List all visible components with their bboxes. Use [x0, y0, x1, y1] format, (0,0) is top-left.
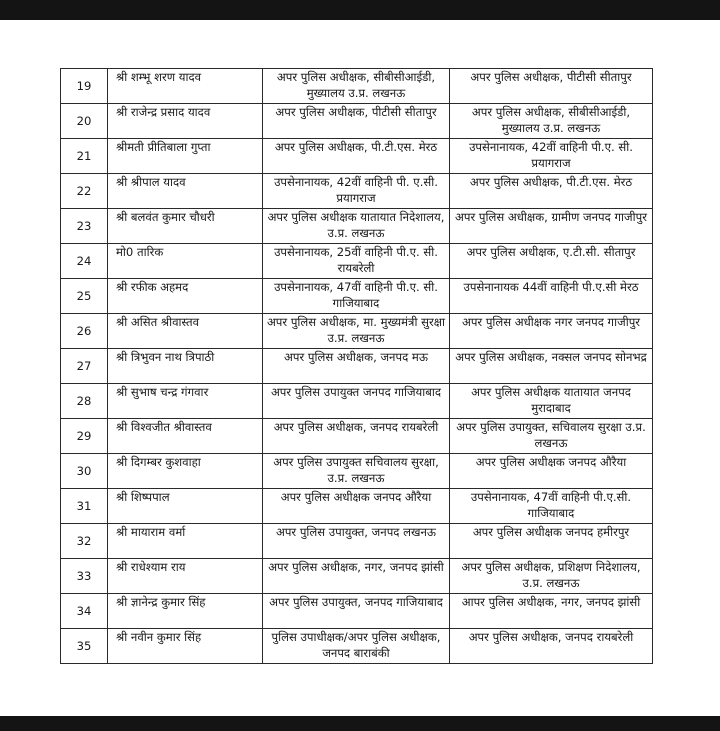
table-row	[61, 594, 653, 629]
current-posting-cell	[263, 104, 450, 139]
table-row	[61, 629, 653, 664]
transfer-list-body	[61, 69, 653, 664]
serial-number-cell	[61, 559, 108, 594]
current-posting-cell	[263, 419, 450, 454]
officer-name-text: श्री रफीक अहमद	[116, 280, 189, 294]
officer-name-cell	[108, 139, 263, 174]
current-posting-cell	[263, 489, 450, 524]
serial-number-cell	[61, 104, 108, 139]
new-posting-text: उपसेनानायक, 47वीं वाहिनी पी.ए.सी. गाजियाबाद	[470, 490, 632, 520]
officer-name-text: श्री श्रीपाल यादव	[116, 175, 186, 189]
serial-number-text: 22	[76, 184, 92, 198]
officer-name-text: श्री बलवंत कुमार चौधरी	[116, 210, 215, 224]
new-posting-text: अपर पुलिस अधीक्षक, ग्रामीण जनपद गाजीपुर	[455, 210, 647, 224]
officer-name-cell	[108, 594, 263, 629]
new-posting-text: अपर पुलिस उपायुक्त, सचिवालय सुरक्षा उ.प्र. लखनऊ	[456, 420, 646, 450]
serial-number-text: 25	[76, 289, 92, 303]
current-posting-cell	[263, 384, 450, 419]
current-posting-text: अपर पुलिस अधीक्षक, पीटीसी सीतापुर	[275, 105, 437, 119]
current-posting-cell	[263, 209, 450, 244]
new-posting-cell	[450, 454, 653, 489]
serial-number-text: 33	[76, 569, 92, 583]
new-posting-cell	[450, 279, 653, 314]
current-posting-text: उपसेनानायक, 42वीं वाहिनी पी. ए.सी. प्रयागराज	[274, 175, 438, 205]
current-posting-text: अपर पुलिस उपायुक्त, जनपद लखनऊ	[275, 525, 437, 539]
serial-number-cell	[61, 279, 108, 314]
table-row	[61, 454, 653, 489]
officer-name-text: श्री असित श्रीवास्तव	[116, 315, 200, 329]
serial-number-text: 26	[76, 324, 92, 338]
current-posting-text: अपर पुलिस अधीक्षक यातायात निदेशालय, उ.प्र. लखनऊ	[267, 210, 445, 240]
officer-name-cell	[108, 314, 263, 349]
serial-number-text: 30	[76, 464, 92, 478]
officer-name-text: मो0 तारिक	[116, 245, 164, 259]
officer-name-text: श्री नवीन कुमार सिंह	[116, 630, 202, 644]
officer-name-cell	[108, 104, 263, 139]
table-row	[61, 174, 653, 209]
officer-name-cell	[108, 524, 263, 559]
officer-name-cell	[108, 489, 263, 524]
serial-number-text: 34	[76, 604, 92, 618]
serial-number-cell	[61, 244, 108, 279]
officer-name-cell	[108, 349, 263, 384]
new-posting-cell	[450, 384, 653, 419]
current-posting-cell	[263, 279, 450, 314]
current-posting-text: अपर पुलिस अधीक्षक, नगर, जनपद झांसी	[268, 560, 444, 574]
top-dark-border	[0, 0, 720, 20]
officer-name-text: श्री त्रिभुवन नाथ त्रिपाठी	[116, 350, 215, 364]
table-row	[61, 314, 653, 349]
current-posting-text: अपर पुलिस अधीक्षक, जनपद मऊ	[284, 350, 428, 364]
current-posting-text: अपर पुलिस अधीक्षक, जनपद रायबरेली	[273, 420, 439, 434]
new-posting-text: अपर पुलिस अधीक्षक, सीबीसीआईडी, मुख्यालय उ.प्र. लखनऊ	[471, 105, 631, 135]
serial-number-cell	[61, 384, 108, 419]
new-posting-cell	[450, 559, 653, 594]
officer-name-text: श्री मायाराम वर्मा	[116, 525, 186, 539]
new-posting-cell	[450, 419, 653, 454]
current-posting-cell	[263, 69, 450, 104]
serial-number-cell	[61, 489, 108, 524]
current-posting-text: अपर पुलिस उपायुक्त सचिवालय सुरक्षा, उ.प्र. लखनऊ	[273, 455, 439, 485]
current-posting-cell	[263, 524, 450, 559]
officer-name-cell	[108, 454, 263, 489]
serial-number-cell	[61, 69, 108, 104]
table-row	[61, 349, 653, 384]
current-posting-cell	[263, 244, 450, 279]
officer-name-text: श्री राधेश्याम राय	[116, 560, 186, 574]
officer-name-text: श्री विश्वजीत श्रीवास्तव	[116, 420, 212, 434]
current-posting-text: अपर पुलिस अधीक्षक, सीबीसीआईडी, मुख्यालय उ.प्र. लखनऊ	[276, 70, 436, 100]
table-row	[61, 69, 653, 104]
current-posting-text: अपर पुलिस अधीक्षक, मा. मुख्यमंत्री सुरक्षा उ.प्र. लखनऊ	[266, 315, 446, 345]
officer-name-text: श्री शम्भू शरण यादव	[116, 70, 202, 84]
new-posting-text: उपसेनानायक, 42वीं वाहिनी पी.ए. सी. प्रयागराज	[469, 140, 633, 170]
serial-number-text: 31	[76, 499, 92, 513]
officer-name-cell	[108, 244, 263, 279]
new-posting-cell	[450, 69, 653, 104]
current-posting-cell	[263, 629, 450, 664]
table-row	[61, 244, 653, 279]
table-row	[61, 104, 653, 139]
serial-number-cell	[61, 419, 108, 454]
officer-name-cell	[108, 559, 263, 594]
current-posting-cell	[263, 454, 450, 489]
serial-number-cell	[61, 314, 108, 349]
serial-number-text: 35	[76, 639, 92, 653]
table-row	[61, 489, 653, 524]
officer-name-text: श्री दिगम्बर कुशवाहा	[116, 455, 201, 469]
serial-number-text: 24	[76, 254, 92, 268]
serial-number-cell	[61, 524, 108, 559]
new-posting-text: अपर पुलिस अधीक्षक, पीटीसी सीतापुर	[470, 70, 632, 84]
current-posting-text: अपर पुलिस उपायुक्त, जनपद गाजियाबाद	[269, 595, 443, 609]
serial-number-text: 23	[76, 219, 92, 233]
serial-number-cell	[61, 174, 108, 209]
table-row	[61, 419, 653, 454]
serial-number-text: 28	[76, 394, 92, 408]
officer-name-text: श्री राजेन्द्र प्रसाद यादव	[116, 105, 211, 119]
new-posting-cell	[450, 174, 653, 209]
new-posting-text: अपर पुलिस अधीक्षक, जनपद रायबरेली	[468, 630, 634, 644]
new-posting-cell	[450, 209, 653, 244]
current-posting-text: अपर पुलिस अधीक्षक जनपद औरैया	[280, 490, 432, 504]
new-posting-cell	[450, 314, 653, 349]
serial-number-cell	[61, 454, 108, 489]
current-posting-cell	[263, 594, 450, 629]
current-posting-cell	[263, 559, 450, 594]
new-posting-text: अपर पुलिस अधीक्षक नगर जनपद गाजीपुर	[461, 315, 641, 329]
current-posting-cell	[263, 314, 450, 349]
table-row	[61, 559, 653, 594]
serial-number-text: 27	[76, 359, 92, 373]
transfer-list-table	[60, 68, 653, 664]
officer-name-text: श्री शिष्पपाल	[116, 490, 170, 504]
new-posting-text: अपर पुलिस अधीक्षक, ए.टी.सी. सीतापुर	[466, 245, 636, 259]
officer-name-cell	[108, 174, 263, 209]
new-posting-cell	[450, 489, 653, 524]
officer-name-cell	[108, 279, 263, 314]
new-posting-text: अपर पुलिस अधीक्षक, पी.टी.एस. मेरठ	[469, 175, 633, 189]
table-row	[61, 139, 653, 174]
officer-name-text: श्री ज्ञानेन्द्र कुमार सिंह	[116, 595, 206, 609]
current-posting-text: अपर पुलिस उपायुक्त जनपद गाजियाबाद	[270, 385, 442, 399]
current-posting-cell	[263, 139, 450, 174]
new-posting-text: अपर पुलिस अधीक्षक यातायात जनपद मुरादाबाद	[471, 385, 631, 415]
new-posting-cell	[450, 594, 653, 629]
serial-number-cell	[61, 139, 108, 174]
officer-name-cell	[108, 384, 263, 419]
new-posting-cell	[450, 104, 653, 139]
officer-name-cell	[108, 419, 263, 454]
current-posting-text: अपर पुलिस अधीक्षक, पी.टी.एस. मेरठ	[274, 140, 438, 154]
table-row	[61, 384, 653, 419]
new-posting-cell	[450, 244, 653, 279]
serial-number-text: 29	[76, 429, 92, 443]
officer-name-cell	[108, 209, 263, 244]
new-posting-cell	[450, 139, 653, 174]
serial-number-cell	[61, 349, 108, 384]
current-posting-text: उपसेनानायक, 25वीं वाहिनी पी.ए. सी. रायबरेली	[274, 245, 438, 275]
new-posting-cell	[450, 629, 653, 664]
serial-number-cell	[61, 629, 108, 664]
serial-number-text: 32	[76, 534, 92, 548]
new-posting-text: उपसेनानायक 44वीं वाहिनी पी.ए.सी मेरठ	[463, 280, 639, 294]
current-posting-cell	[263, 174, 450, 209]
new-posting-text: अपर पुलिस अधीक्षक, प्रशिक्षण निदेशालय, उ.प्र. लखनऊ	[461, 560, 641, 590]
officer-name-cell	[108, 629, 263, 664]
serial-number-text: 19	[76, 79, 92, 93]
bottom-dark-border	[0, 716, 720, 731]
current-posting-cell	[263, 349, 450, 384]
officer-name-text: श्री सुभाष चन्द्र गंगवार	[116, 385, 209, 399]
officer-name-text: श्रीमती प्रीतिबाला गुप्ता	[116, 140, 211, 154]
serial-number-text: 21	[76, 149, 92, 163]
new-posting-text: आपर पुलिस अधीक्षक, नगर, जनपद झांसी	[461, 595, 641, 609]
current-posting-text: उपसेनानायक, 47वीं वाहिनी पी.ए. सी. गाजियाबाद	[274, 280, 438, 310]
serial-number-cell	[61, 594, 108, 629]
current-posting-text: पुलिस उपाधीक्षक/अपर पुलिस अधीक्षक, जनपद बाराबंकी	[271, 630, 441, 660]
table-row	[61, 279, 653, 314]
table-row	[61, 524, 653, 559]
new-posting-cell	[450, 524, 653, 559]
serial-number-text: 20	[76, 114, 92, 128]
new-posting-text: अपर पुलिस अधीक्षक, नक्सल जनपद सोनभद्र	[455, 350, 647, 364]
new-posting-text: अपर पुलिस अधीक्षक जनपद हमीरपुर	[472, 525, 630, 539]
table-row	[61, 209, 653, 244]
new-posting-cell	[450, 349, 653, 384]
new-posting-text: अपर पुलिस अधीक्षक जनपद औरैया	[475, 455, 627, 469]
officer-name-cell	[108, 69, 263, 104]
serial-number-cell	[61, 209, 108, 244]
